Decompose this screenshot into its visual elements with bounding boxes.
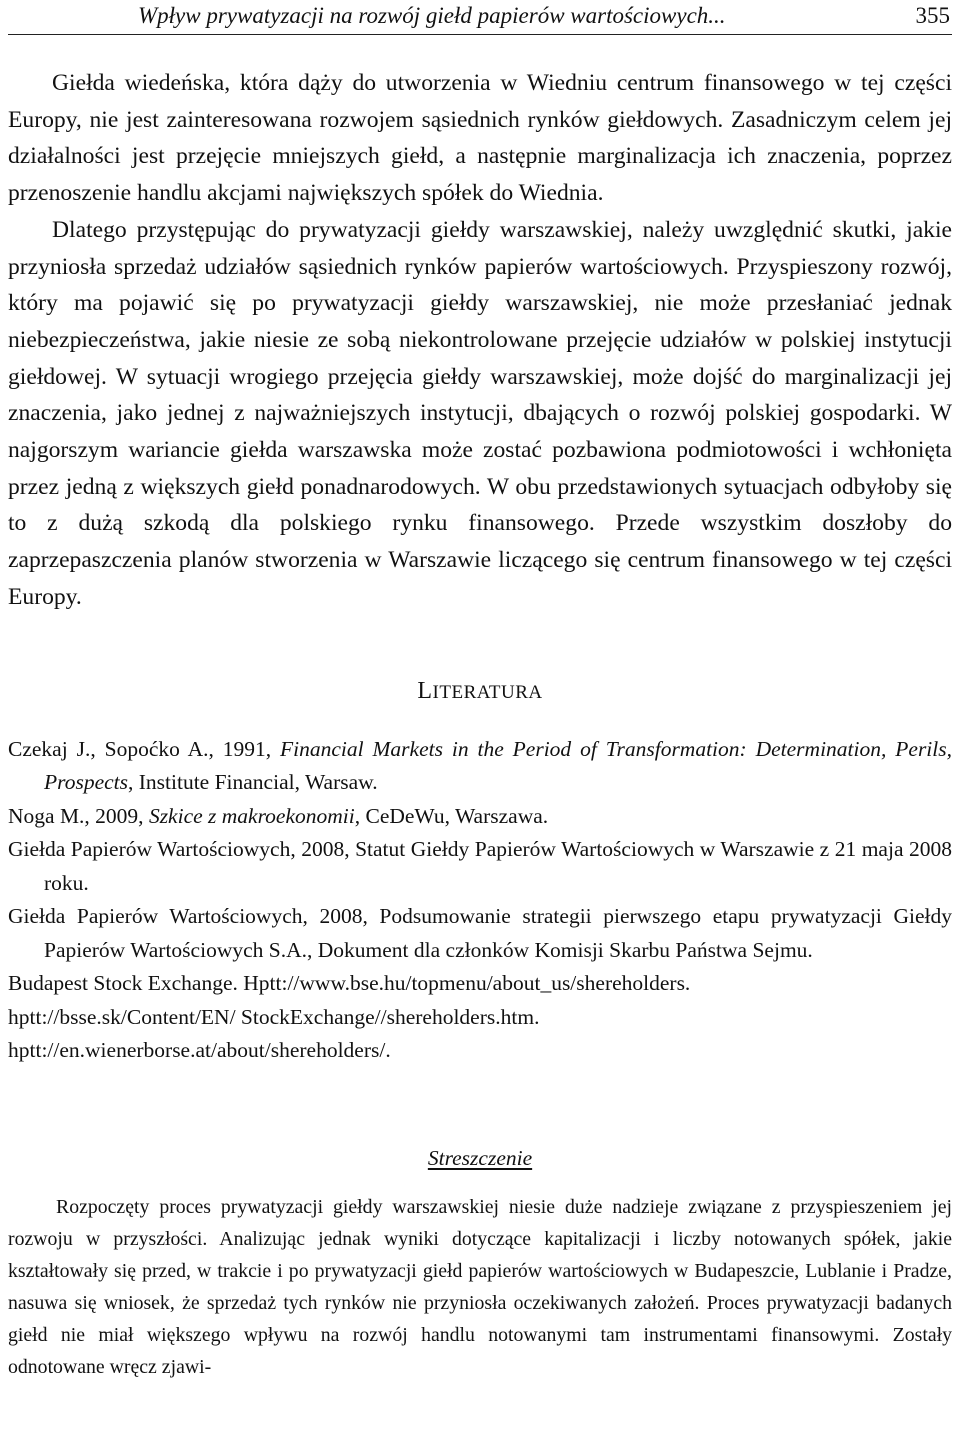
literature-heading-initial: L xyxy=(417,677,433,704)
page-number: 355 xyxy=(915,3,950,28)
body-text xyxy=(8,65,952,616)
reference-item xyxy=(8,733,952,800)
reference-text: , CeDeWu, Warszawa. xyxy=(354,803,549,828)
reference-text: Noga M., 2009, xyxy=(8,803,149,828)
reference-text: , Institute Financial, Warsaw. xyxy=(128,770,378,795)
reference-text: Budapest Stock Exchange. Hptt://www.bse.hu/topmenu/about_us/shereholders. xyxy=(8,971,691,996)
paragraph-2: Dlatego przystępując do prywatyzacji giełdy warszawskiej, należy uwzględnić skutki, jakie przyniosła sprzedaż udziałów sąsiednich rynków papierów wartościowych. Przyspieszony rozwój, który ma pojawić się po prywatyzacji giełdy warszawskiej, nie może przesłaniać jednak niebezpieczeństwa, jakie niesie ze sobą niekontrolowane przejęcie udziałów w polskiej instytucji giełdowej. W sytuacji wrogiego przejęcia giełdy warszawskiej, może dojść do marginalizacji jej znaczenia, jako jednej z najważniejszych instytucji, dbających o rozwój polskiej gospodarki. W najgorszym wariancie giełda warszawska może zostać pozbawiona podmiotowości i wchłonięta przez jedną z większych giełd ponadnarodowych. W obu przedstawionych sytuacjach odbyłoby się to z dużą szkodą dla polskiego rynku finansowego. Przede wszystkim doszłoby do zaprzepaszczenia planów stworzenia w Warszawie liczącego się centrum finansowego w tej części Europy. xyxy=(8,216,952,610)
summary-paragraph: Rozpoczęty proces prywatyzacji giełdy warszawskiej niesie duże nadzieje związane z przyspieszeniem jej rozwoju w przyszłości. Analizując jednak wyniki dotyczące kapitalizacji i liczby notowanych spółek, jakie kształtowały się przed, w trakcie i po prywatyzacji giełd papierów wartościowych w Budapeszcie, Lublanie i Pradze, nasuwa się wniosek, że sprzedaż tych rynków nie przyniosła oczekiwanych założeń. Proces prywatyzacji badanych giełd nie miał większego wpływu na rozwój handlu notowanymi tam instrumentami finansowymi. Zostały odnotowane wręcz zjawi- xyxy=(8,1195,952,1378)
reference-item xyxy=(8,900,952,967)
summary xyxy=(8,1191,952,1383)
summary-heading: Streszczenie xyxy=(427,1145,533,1170)
reference-item xyxy=(8,967,952,1001)
paragraph-1: Giełda wiedeńska, która dąży do utworzenia w Wiedniu centrum finansowego w tej części Europy, nie jest zainteresowana rozwojem sąsiednich rynków giełdowych. Zasadniczym celem jej działalności jest przejęcie mniejszych giełd, a następnie marginalizacja ich znaczenia, poprzez przenoszenie handlu akcjami największych spółek do Wiednia. xyxy=(8,70,952,207)
reference-item xyxy=(8,1034,952,1068)
reference-item xyxy=(8,800,952,834)
running-header xyxy=(8,0,952,35)
reference-text: hptt://bsse.sk/Content/EN/ StockExchange//shereholders.htm. xyxy=(8,1004,540,1029)
reference-title: Szkice z makroekonomii xyxy=(148,803,355,828)
reference-list xyxy=(8,733,952,1068)
page xyxy=(8,0,952,1383)
reference-item xyxy=(8,1001,952,1035)
reference-text: hptt://en.wienerborse.at/about/shereholders/. xyxy=(8,1038,391,1063)
running-title: Wpływ prywatyzacji na rozwój giełd papierów wartościowych... xyxy=(138,3,726,28)
literature-heading xyxy=(8,678,952,705)
reference-text: Giełda Papierów Wartościowych, 2008, Statut Giełdy Papierów Wartościowych w Warszawie z 21 maja 2008 roku. xyxy=(8,837,952,895)
literature-heading-rest: ITERATURA xyxy=(432,681,543,703)
reference-text: Giełda Papierów Wartościowych, 2008, Podsumowanie strategii pierwszego etapu prywatyzacji Giełdy Papierów Wartościowych S.A., Dokument dla członków Komisji Skarbu Państwa Sejmu. xyxy=(8,904,952,962)
reference-item xyxy=(8,833,952,900)
reference-title: Financial Markets in the Period of Transformation: Determination, Perils, Prospects xyxy=(44,736,952,795)
reference-text: Czekaj J., Sopoćko A., 1991, xyxy=(8,736,281,761)
